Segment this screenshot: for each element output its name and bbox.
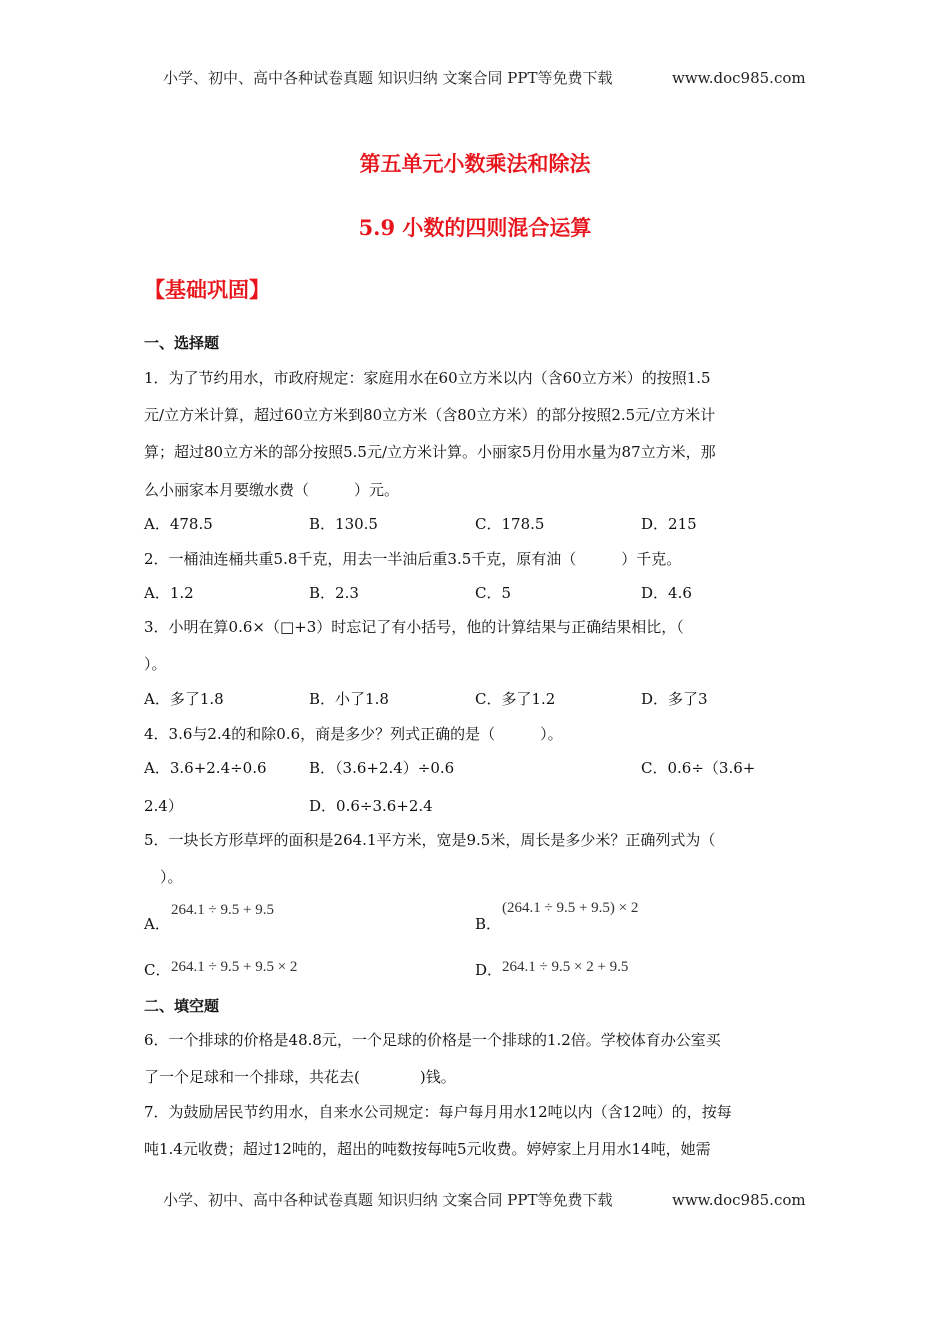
option-c: C．多了1.2 — [475, 690, 556, 708]
option-d: D．0.6÷3.6+2.4 — [309, 797, 433, 815]
question-1-line: 元/立方米计算，超过60立方米到80立方米（含80立方米）的部分按照2.5元/立方米计 — [144, 406, 716, 424]
question-1-line: 么小丽家本月要缴水费（ ）元。 — [144, 481, 400, 499]
option-b-label: B． — [475, 915, 502, 933]
section-heading-choice: 一、选择题 — [144, 334, 220, 352]
question-1-line: 算；超过80立方米的部分按照5.5元/立方米计算。小丽家5月份用水量为87立方米，那 — [144, 443, 716, 461]
header-text: 小学、初中、高中各种试卷真题 知识归纳 文案合同 PPT等免费下载 — [163, 69, 613, 87]
question-7-line: 7．为鼓励居民节约用水，自来水公司规定：每户每月用水12吨以内（含12吨）的，按每 — [144, 1103, 732, 1121]
option-a-label: A． — [144, 915, 170, 933]
question-1-line: 1．为了节约用水，市政府规定：家庭用水在60立方米以内（含60立方米）的按照1.5 — [144, 369, 711, 387]
question-6-line: 6．一个排球的价格是48.8元，一个足球的价格是一个排球的1.2倍。学校体育办公室买 — [144, 1031, 721, 1049]
section-tag: 【基础巩固】 — [144, 277, 270, 302]
option-c: C．5 — [475, 584, 512, 602]
question-6-line: 了一个足球和一个排球，共花去( )钱。 — [144, 1068, 456, 1086]
option-b: B．2.3 — [309, 584, 359, 602]
question-3-line: 3．小明在算0.6×（□+3）时忘记了有小括号，他的计算结果与正确结果相比，（ — [144, 618, 684, 636]
option-d-label: D． — [475, 961, 503, 979]
footer-link[interactable]: www.doc985.com — [672, 1191, 806, 1209]
option-a-formula: 264.1 ÷ 9.5 + 9.5 — [171, 902, 274, 918]
option-c-label: C． — [144, 961, 171, 979]
option-a: A．1.2 — [144, 584, 194, 602]
page-subtitle: 5.9 小数的四则混合运算 — [358, 215, 592, 240]
question-5-line: 5．一块长方形草坪的面积是264.1平方米，宽是9.5米，周长是多少米？正确列式为（ — [144, 831, 716, 849]
question-5-line: ）。 — [160, 868, 183, 886]
option-d: D．215 — [641, 515, 697, 533]
option-d: D．多了3 — [641, 690, 708, 708]
option-b-formula: (264.1 ÷ 9.5 + 9.5) × 2 — [502, 900, 639, 916]
option-d: D．4.6 — [641, 584, 692, 602]
header-link[interactable]: www.doc985.com — [672, 69, 806, 87]
question-7-line: 吨1.4元收费；超过12吨的，超出的吨数按每吨5元收费。婷婷家上月用水14吨，她需 — [144, 1140, 711, 1158]
option-b: B．130.5 — [309, 515, 378, 533]
option-c-formula: 264.1 ÷ 9.5 + 9.5 × 2 — [171, 959, 298, 975]
page-title: 第五单元小数乘法和除法 — [359, 151, 591, 176]
option-c-cont: 2.4） — [144, 797, 183, 815]
option-a: A．478.5 — [144, 515, 213, 533]
option-b: B．小了1.8 — [309, 690, 389, 708]
question-2: 2．一桶油连桶共重5.8千克，用去一半油后重3.5千克，原有油（ ）千克。 — [144, 550, 682, 568]
question-4: 4．3.6与2.4的和除0.6，商是多少？列式正确的是（ ）。 — [144, 725, 563, 743]
option-a: A．多了1.8 — [144, 690, 224, 708]
option-c: C．0.6÷（3.6+ — [641, 759, 756, 777]
question-3-line: ）。 — [144, 655, 167, 673]
section-heading-fill: 二、填空题 — [144, 997, 220, 1015]
option-b: B．（3.6+2.4）÷0.6 — [309, 759, 455, 777]
option-d-formula: 264.1 ÷ 9.5 × 2 + 9.5 — [502, 959, 629, 975]
option-c: C．178.5 — [475, 515, 545, 533]
footer-text: 小学、初中、高中各种试卷真题 知识归纳 文案合同 PPT等免费下载 — [163, 1191, 613, 1209]
option-a: A．3.6+2.4÷0.6 — [144, 759, 267, 777]
